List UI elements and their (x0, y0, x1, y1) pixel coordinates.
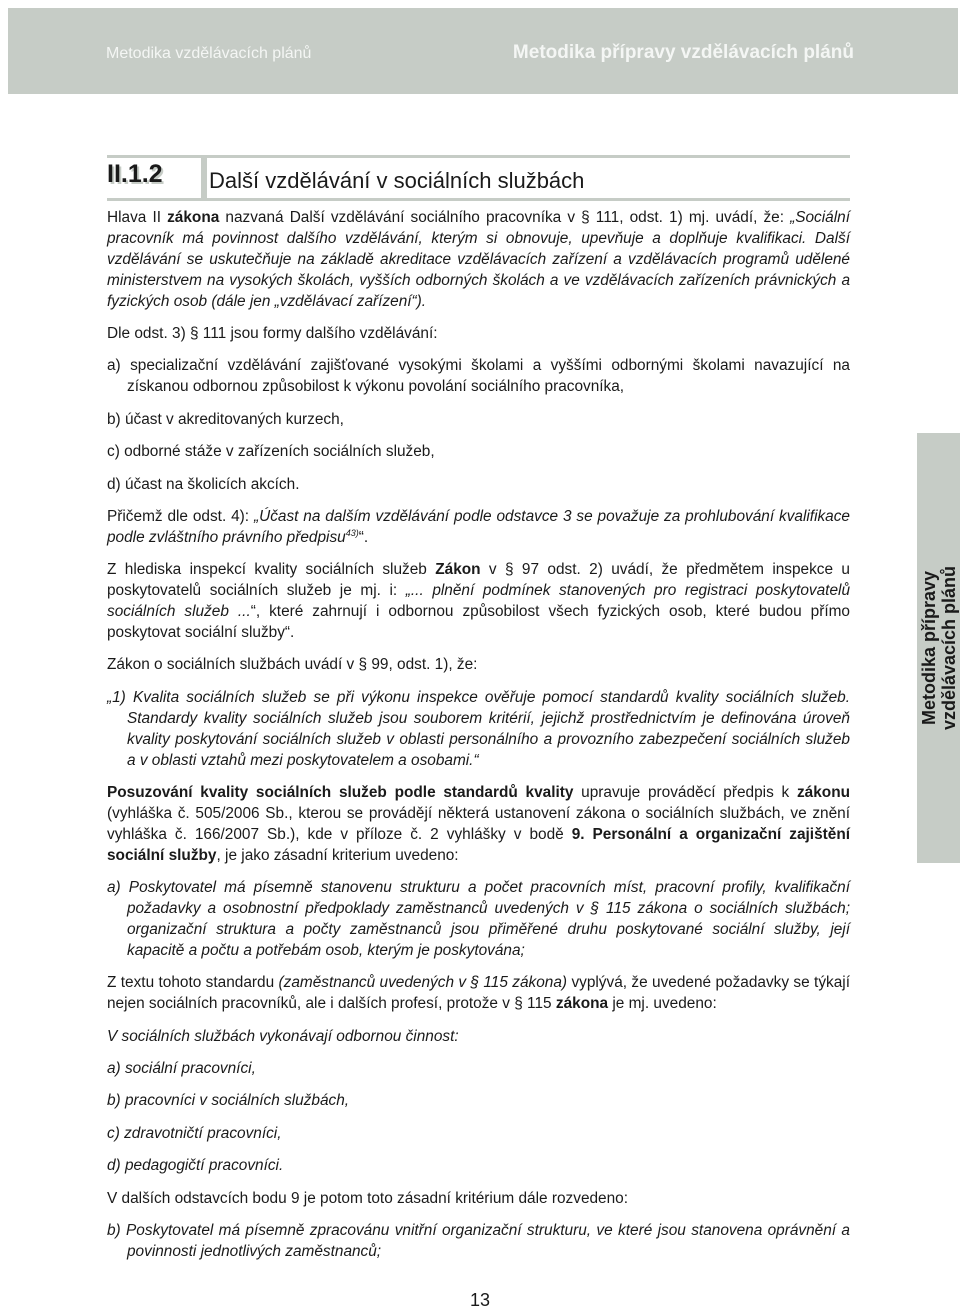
list-item: d) pedagogičtí pracovníci. (107, 1157, 284, 1175)
section-number: II.1.2 (107, 160, 163, 188)
paragraph-intro: Hlava II zákona nazvaná Další vzdělávání sociálního pracovníka v § 111, odst. 1) mj. uvádí, že: „Sociální pracovník má povinnost dalšího vzdělávání, kterým si obnovuje, upevňuje a doplňuje kvalifikaci. Další vzdělávání se uskutečňuje na základě akreditace vzdělávacích zařízení a vzdělávacích programů udělené ministerstvem na vysokých školách, vyšších odborných školách a ve vzdělávacích zařízeních právnických a fyzických osob (dále jen „vzdělávací zařízení“). (107, 209, 850, 310)
list-item: b) pracovníci v sociálních službách, (107, 1092, 350, 1110)
body-text (107, 208, 850, 1274)
header-left-title: Metodika vzdělávacích plánů (106, 45, 312, 62)
side-tab-label: Metodika přípravy vzdělávacích plánů (918, 565, 959, 731)
heading-divider (201, 155, 207, 201)
list-item: b) účast v akreditovaných kurzech, (107, 410, 344, 428)
list-item: a) specializační vzdělávání zajišťované vysokými školami a vyššími odbornými školami navazující na získanou odbornou způsobilost k výkonu povolání sociálního pracovníka, (107, 357, 850, 396)
paragraph-forms: Dle odst. 3) § 111 jsou formy dalšího vzdělávání: (107, 325, 438, 343)
paragraph-par99: Zákon o sociálních službách uvádí v § 99, odst. 1), že: (107, 656, 478, 674)
paragraph-professions: V sociálních službách vykonávají odbornou činnost: (107, 1027, 459, 1045)
list-item: c) zdravotničtí pracovníci, (107, 1124, 282, 1142)
list-item: c) odborné stáže v zařízeních sociálních služeb, (107, 443, 435, 461)
page-number: 13 (469, 1290, 491, 1310)
list-item: d) účast na školicích akcích. (107, 475, 300, 493)
page-header (8, 8, 958, 94)
header-right-title: Metodika přípravy vzdělávacích plánů (512, 42, 854, 63)
paragraph-further: V dalších odstavcích bodu 9 je potom toto zásadní kritérium dále rozvedeno: (107, 1189, 629, 1207)
quote-criterion-a: a) Poskytovatel má písemně stanovenu strukturu a počet pracovních míst, pracovní profily, kvalifikační požadavky a osobnostní předpoklady zaměstnanců uvedených v § 115 zákona o sociálních službách; organizační struktura a počty zaměstnanců jsou přiměřené druhu poskytované sociální služby, její kapacitě a počtu a potřebám osob, kterým je poskytována; (107, 879, 850, 959)
paragraph-standard-text: Z textu tohoto standardu (zaměstnanců uvedených v § 115 zákona) vyplývá, že uvedené požadavky se týkají nejen sociálních pracovníků, ale i dalších profesí, protože v § 115 zákona je mj. uvedeno: (107, 974, 850, 1013)
paragraph-odst4: Přičemž dle odst. 4): „Účast na dalším vzdělávání podle odstavce 3 se považuje za prohlubování kvalifikace podle zvláštního právního předpisu$^{43)}$“. (107, 507, 850, 546)
quote-quality: „1) Kvalita sociálních služeb se při výkonu inspekce ověřuje pomocí standardů kvality sociálních služeb. Standardy kvality sociálních služeb jsou souborem kritérií, jejichž prostřednictvím je definována úroveň kvality poskytování sociálních služeb v oblasti personálního a provozního zabezpečení sociálních služeb a v oblasti vztahů mezi poskytovatelem a osobami.“ (107, 688, 850, 769)
side-tab (917, 433, 960, 863)
quote-criterion-b: b) Poskytovatel má písemně zpracovánu vnitřní organizační strukturu, ve které jsou stanovena oprávnění a povinnosti jednotlivých zaměstnanců; (107, 1221, 850, 1260)
section-heading (107, 155, 850, 201)
list-item: a) sociální pracovníci, (107, 1059, 256, 1077)
section-title: Další vzdělávání v sociálních službách (209, 168, 585, 193)
paragraph-standards: Posuzování kvality sociálních služeb podle standardů kvality upravuje prováděcí předpis k zákonu (vyhláška č. 505/2006 Sb., kterou se provádějí některá ustanovení zákona o sociálních službách, ve znění vyhláška č. 166/2007 Sb.), kde v příloze č. 2 vyhlášky v bodě 9. Personální a organizační zajištění sociální služby, je jako zásadní kriterium uvedeno: (107, 783, 851, 864)
paragraph-inspection: Z hlediska inspekcí kvality sociálních služeb Zákon v § 97 odst. 2) uvádí, že předmětem inspekce u poskytovatelů sociálních služeb je mj. i: „... plnění podmínek stanovených pro registraci poskytovatelů sociálních služeb ...“, které zahrnují i odbornou způsobilost všech fyzických osob, které budou přímo poskytovat sociální služby“. (107, 561, 850, 641)
